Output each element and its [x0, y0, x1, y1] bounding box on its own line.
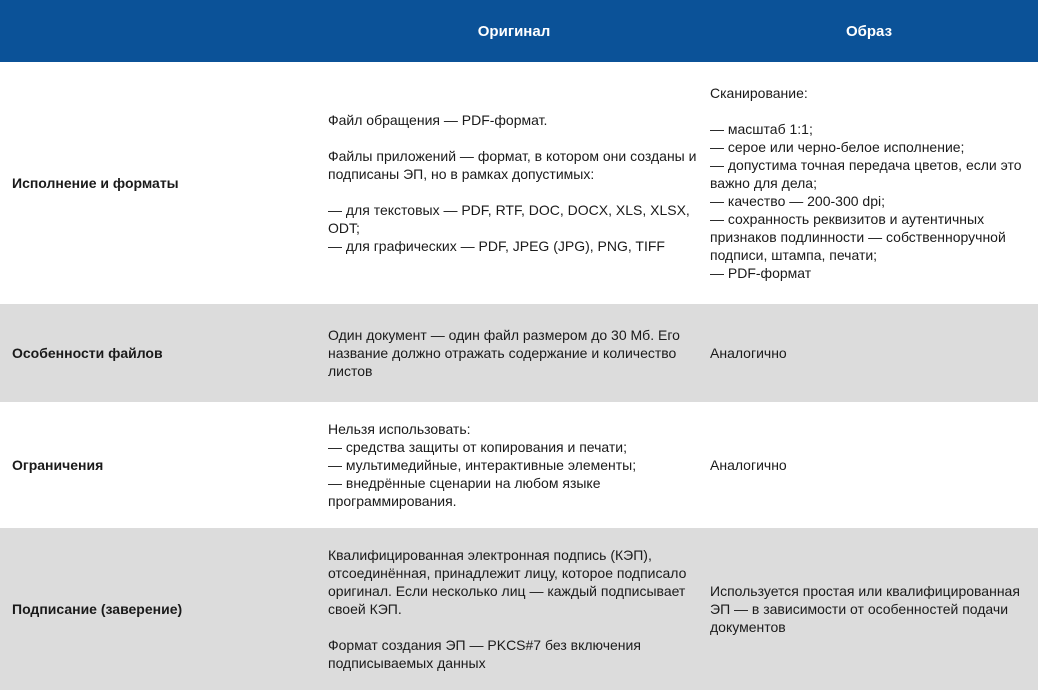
image-cell: [710, 528, 1038, 690]
row-label-text: Исполнение и форматы: [12, 175, 179, 191]
header-image: Образ: [845, 22, 893, 40]
row-label: [0, 402, 320, 528]
image-cell: [710, 62, 1038, 304]
row-label-text: Ограничения: [12, 457, 104, 473]
table-row: [0, 402, 1038, 528]
image-cell: [710, 402, 1038, 528]
image-text: — масштаб 1:1; — серое или черно-белое исполнение; — допустима точная передача цветов, если это важно для дела; — качество — 200-300 dpi; — сохранность реквизитов и аутентичных признаков подлинности — собственноручной подписи, штампа, печати; — PDF-формат: [710, 121, 1022, 281]
image-text: Аналогично: [710, 345, 787, 361]
row-label: [0, 62, 320, 304]
original-text: — для текстовых — PDF, RTF, DOC, DOCX, XLS, XLSX, ODT; — для графических — PDF, JPEG (JPG), PNG, TIFF: [328, 202, 690, 254]
original-cell: [320, 402, 710, 528]
header-empty-cell: [0, 0, 320, 62]
original-cell: [320, 304, 710, 402]
row-label: [0, 304, 320, 402]
image-text: Сканирование:: [710, 85, 808, 101]
original-text: Один документ — один файл размером до 30 Мб. Его название должно отражать содержание и количество листов: [328, 327, 680, 379]
table-header: [0, 0, 1038, 62]
table-row: [0, 62, 1038, 304]
original-text: Файлы приложений — формат, в котором они созданы и подписаны ЭП, но в рамках допустимых:: [328, 148, 697, 182]
original-cell: [320, 62, 710, 304]
row-label-text: Подписание (заверение): [12, 601, 183, 617]
original-text: Нельзя использовать: — средства защиты от копирования и печати; — мультимедийные, интерактивные элементы; — внедрённые сценарии на любом языке программирования.: [328, 421, 637, 509]
table-row: [0, 304, 1038, 402]
image-text: Используется простая или квалифицированная ЭП — в зависимости от особенностей подачи документов: [710, 583, 1020, 635]
original-text: Квалифицированная электронная подпись (КЭП), отсоединённая, принадлежит лицу, которое подписало оригинал. Если несколько лиц — каждый подписывает своей КЭП.: [328, 547, 687, 617]
image-text: Аналогично: [710, 457, 787, 473]
table-row: [0, 528, 1038, 690]
row-label: [0, 528, 320, 690]
image-cell: [710, 304, 1038, 402]
original-text: Формат создания ЭП — PKCS#7 без включения подписываемых данных: [328, 637, 641, 671]
original-cell: [320, 528, 710, 690]
row-label-text: Особенности файлов: [12, 345, 163, 361]
original-text: Файл обращения — PDF-формат.: [328, 112, 548, 128]
header-original: Оригинал: [477, 22, 551, 40]
